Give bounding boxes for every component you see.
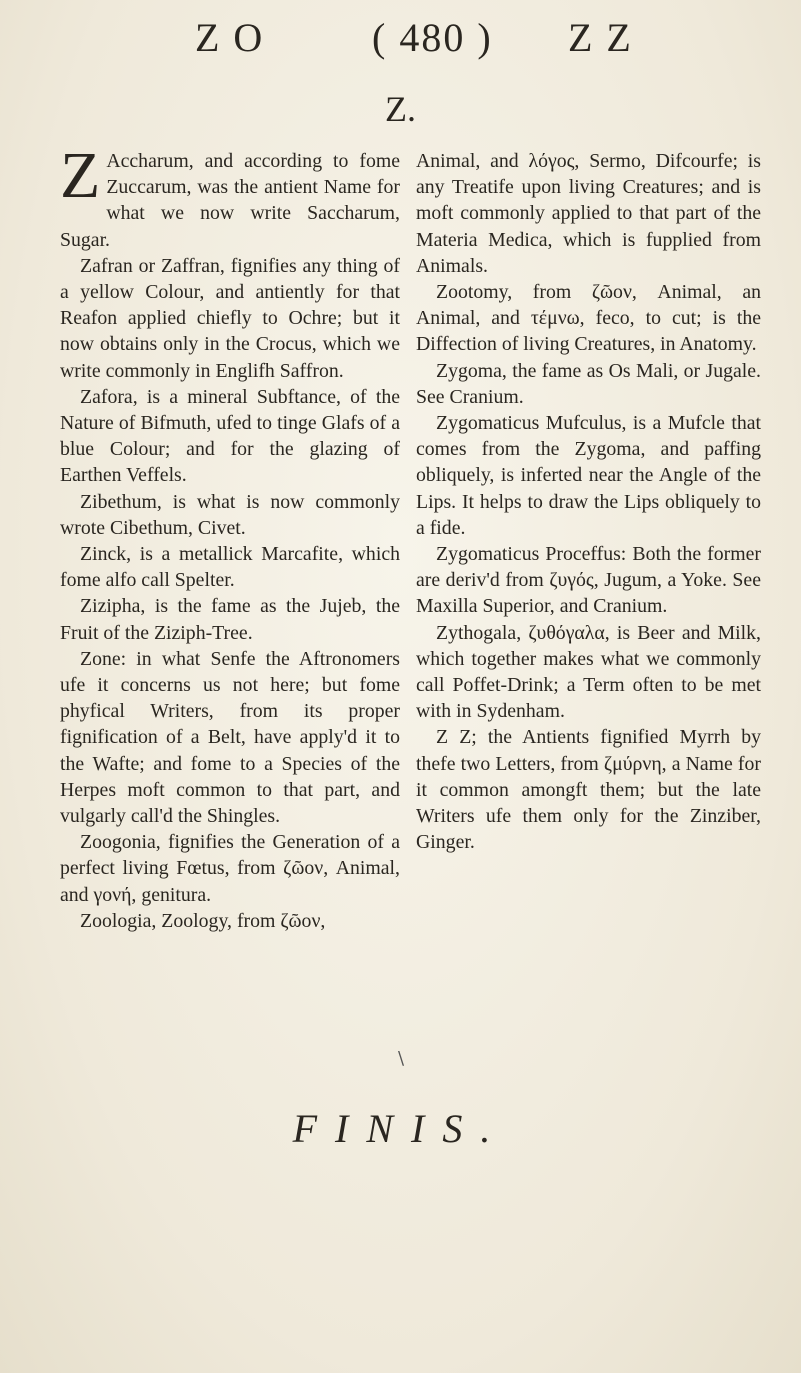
right-column (416, 148, 761, 855)
left-column (60, 139, 400, 934)
entry-zone: Zone: in what Senfe the Aftronomers ufe it concerns us not here; but fome phyfical Writers, from its proper fignification of a Belt, have apply'd it to the Wafte; and fome to a Species of the Herpes moft common to that part, and vulgarly call'd the Shingles. (60, 647, 400, 828)
entry-zygomaticus-musculus: Zygomaticus Mufculus, is a Mufcle that comes from the Zygoma, and paffing obliquely, is inferted near the Angle of the Lips. It helps to draw the Lips obliquely to a fide. (416, 412, 761, 539)
entry-zoologia-cont: Animal, and λόγος, Sermo, Difcourfe; is any Treatife upon living Creatures; and is moft commonly applied to that part of the Materia Medica, which is fupplied from Animals. (416, 150, 761, 277)
entry-zoogonia: Zoogonia, fignifies the Generation of a perfect living Fœtus, from ζῶον, Animal, and γονή, genitura. (60, 831, 400, 906)
entry-zoologia: Zoologia, Zoology, from ζῶον, (80, 909, 326, 932)
section-letter: Z. (385, 89, 416, 129)
entry-zythogala: Zythogala, ζυθόγαλα, is Beer and Milk, which together makes what we commonly call Poffet-Drink; a Term often to be met with in Sydenham. (416, 621, 761, 723)
entry-zizipha: Zizipha, is the fame as the Jujeb, the Fruit of the Ziziph-Tree. (60, 595, 400, 644)
header-left: Z O (195, 15, 265, 60)
entry-zygoma: Zygoma, the fame as Os Mali, or Jugale. See Cranium. (416, 359, 761, 408)
entry-saccharum: Z Accharum, and according to fome Zuccarum, was the antient Name for what we now write Saccharum, Sugar. (60, 139, 400, 251)
entry-zibethum: Zibethum, is what is now commonly wrote Cibethum, Civet. (60, 490, 400, 539)
header-right: Z Z (568, 15, 633, 60)
page-number: ( 480 ) (372, 15, 493, 60)
margin-mark: \ (398, 1048, 405, 1069)
entry-zygomaticus-processus: Zygomaticus Proceffus: Both the former are deriv'd from ζυγός, Jugum, a Yoke. See Maxilla Superior, and Cranium. (416, 543, 761, 618)
entry-zz: Z Z; the Antients fignified Myrrh by thefe two Letters, from ζμύρνη, a Name for it common amongft them; but the late Writers ufe them only for the Zinziber, Ginger. (416, 726, 761, 854)
entry-zootomy: Zootomy, from ζῶον, Animal, an Animal, and τέμνω, feco, to cut; is the Diffection of living Creatures, in Anatomy. (416, 281, 761, 356)
entry-zafora: Zafora, is a mineral Subftance, of the Nature of Bifmuth, ufed to tinge Glafs of a blue Colour; and for the glazing of Earthen Veffels. (60, 385, 400, 487)
entry-zinck: Zinck, is a metallick Marcafite, which fome alfo call Spelter. (60, 543, 400, 592)
entry-zafran: Zafran or Zaffran, fignifies any thing of a yellow Colour, and antiently for that Reafon applied chiefly to Ochre; but it now obtains only in the Crocus, which we write commonly in Englifh Saffron. (60, 254, 400, 382)
drop-cap: Z (60, 139, 101, 212)
running-header (0, 14, 801, 74)
finis: FINIS. (292, 1106, 509, 1151)
